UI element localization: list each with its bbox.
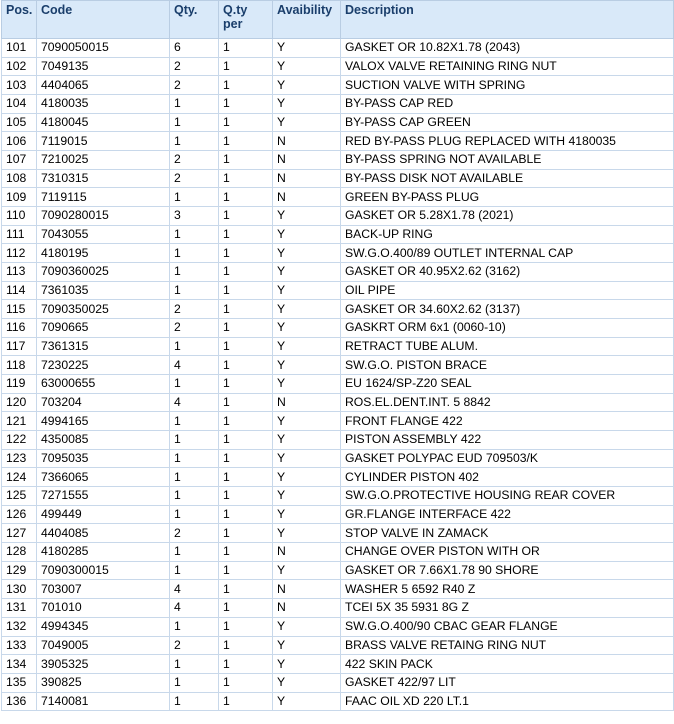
cell-qty-per: 1 [219, 281, 273, 300]
cell-availability: Y [273, 524, 341, 543]
cell-code: 7361035 [37, 281, 170, 300]
cell-qty-per: 1 [219, 599, 273, 618]
table-row [2, 76, 674, 95]
cell-qty: 1 [170, 281, 219, 300]
cell-qty: 2 [170, 300, 219, 319]
cell-description: STOP VALVE IN ZAMACK [341, 524, 674, 543]
cell-qty-per: 1 [219, 356, 273, 375]
cell-qty-per: 1 [219, 113, 273, 132]
cell-code: 7043055 [37, 225, 170, 244]
cell-description: SW.G.O.PROTECTIVE HOUSING REAR COVER [341, 487, 674, 506]
cell-pos: 126 [2, 505, 37, 524]
cell-qty-per: 1 [219, 692, 273, 711]
cell-qty-per: 1 [219, 524, 273, 543]
table-row [2, 655, 674, 674]
cell-qty: 2 [170, 151, 219, 170]
cell-description: CHANGE OVER PISTON WITH OR [341, 543, 674, 562]
cell-availability: N [273, 169, 341, 188]
cell-qty-per: 1 [219, 188, 273, 207]
cell-qty: 1 [170, 244, 219, 263]
cell-qty: 1 [170, 449, 219, 468]
cell-availability: Y [273, 655, 341, 674]
cell-qty-per: 1 [219, 57, 273, 76]
cell-pos: 105 [2, 113, 37, 132]
cell-pos: 132 [2, 617, 37, 636]
cell-code: 7090360025 [37, 263, 170, 282]
cell-description: RETRACT TUBE ALUM. [341, 337, 674, 356]
cell-pos: 117 [2, 337, 37, 356]
cell-description: WASHER 5 6592 R40 Z [341, 580, 674, 599]
cell-pos: 102 [2, 57, 37, 76]
cell-qty: 1 [170, 263, 219, 282]
cell-qty-per: 1 [219, 393, 273, 412]
cell-description: TCEI 5X 35 5931 8G Z [341, 599, 674, 618]
cell-code: 7140081 [37, 692, 170, 711]
cell-code: 7210025 [37, 151, 170, 170]
cell-qty-per: 1 [219, 449, 273, 468]
cell-availability: Y [273, 356, 341, 375]
cell-code: 4180045 [37, 113, 170, 132]
cell-qty: 1 [170, 487, 219, 506]
cell-qty-per: 1 [219, 95, 273, 114]
cell-pos: 136 [2, 692, 37, 711]
cell-qty-per: 1 [219, 263, 273, 282]
table-row [2, 263, 674, 282]
cell-description: SUCTION VALVE WITH SPRING [341, 76, 674, 95]
cell-pos: 107 [2, 151, 37, 170]
cell-pos: 133 [2, 636, 37, 655]
cell-qty-per: 1 [219, 580, 273, 599]
cell-qty: 1 [170, 95, 219, 114]
cell-qty-per: 1 [219, 468, 273, 487]
cell-pos: 110 [2, 207, 37, 226]
cell-availability: Y [273, 337, 341, 356]
cell-description: GASKET 422/97 LIT [341, 673, 674, 692]
cell-availability: N [273, 543, 341, 562]
table-row [2, 113, 674, 132]
cell-availability: Y [273, 412, 341, 431]
cell-code: 4994345 [37, 617, 170, 636]
cell-qty-per: 1 [219, 617, 273, 636]
cell-qty: 6 [170, 39, 219, 58]
cell-qty: 1 [170, 673, 219, 692]
table-row [2, 39, 674, 58]
cell-qty: 1 [170, 468, 219, 487]
cell-pos: 115 [2, 300, 37, 319]
cell-availability: N [273, 580, 341, 599]
cell-availability: Y [273, 281, 341, 300]
table-row [2, 132, 674, 151]
cell-qty-per: 1 [219, 300, 273, 319]
cell-description: GASKET POLYPAC EUD 709503/K [341, 449, 674, 468]
cell-qty: 1 [170, 337, 219, 356]
cell-code: 499449 [37, 505, 170, 524]
cell-availability: N [273, 599, 341, 618]
cell-pos: 113 [2, 263, 37, 282]
header-availability: Avaibility [273, 1, 341, 39]
cell-qty-per: 1 [219, 76, 273, 95]
cell-qty-per: 1 [219, 487, 273, 506]
cell-availability: Y [273, 39, 341, 58]
cell-availability: Y [273, 375, 341, 394]
cell-description: VALOX VALVE RETAINING RING NUT [341, 57, 674, 76]
cell-qty: 4 [170, 580, 219, 599]
header-qty-per: Q.ty per [219, 1, 273, 39]
cell-code: 703007 [37, 580, 170, 599]
cell-availability: Y [273, 431, 341, 450]
cell-qty: 1 [170, 412, 219, 431]
table-row [2, 188, 674, 207]
cell-description: BY-PASS DISK NOT AVAILABLE [341, 169, 674, 188]
cell-availability: Y [273, 636, 341, 655]
cell-code: 7090350025 [37, 300, 170, 319]
cell-availability: N [273, 132, 341, 151]
cell-description: RED BY-PASS PLUG REPLACED WITH 4180035 [341, 132, 674, 151]
table-row [2, 505, 674, 524]
cell-description: GASKET OR 34.60X2.62 (3137) [341, 300, 674, 319]
cell-qty: 4 [170, 356, 219, 375]
table-row [2, 692, 674, 711]
cell-description: FRONT FLANGE 422 [341, 412, 674, 431]
cell-description: ROS.EL.DENT.INT. 5 8842 [341, 393, 674, 412]
cell-qty-per: 1 [219, 319, 273, 338]
header-pos: Pos. [2, 1, 37, 39]
table-row [2, 599, 674, 618]
cell-description: GASKET OR 40.95X2.62 (3162) [341, 263, 674, 282]
cell-qty-per: 1 [219, 673, 273, 692]
cell-qty-per: 1 [219, 412, 273, 431]
cell-qty-per: 1 [219, 505, 273, 524]
cell-qty: 3 [170, 207, 219, 226]
cell-qty-per: 1 [219, 225, 273, 244]
cell-qty: 1 [170, 375, 219, 394]
cell-availability: Y [273, 300, 341, 319]
cell-description: EU 1624/SP-Z20 SEAL [341, 375, 674, 394]
table-header-row [2, 1, 674, 39]
cell-code: 3905325 [37, 655, 170, 674]
cell-description: PISTON ASSEMBLY 422 [341, 431, 674, 450]
cell-description: BACK-UP RING [341, 225, 674, 244]
table-row [2, 95, 674, 114]
cell-code: 7090280015 [37, 207, 170, 226]
cell-pos: 134 [2, 655, 37, 674]
cell-qty: 2 [170, 169, 219, 188]
cell-code: 7119015 [37, 132, 170, 151]
cell-qty-per: 1 [219, 431, 273, 450]
header-description: Description [341, 1, 674, 39]
cell-pos: 120 [2, 393, 37, 412]
table-row [2, 393, 674, 412]
cell-availability: Y [273, 692, 341, 711]
cell-code: 7310315 [37, 169, 170, 188]
cell-code: 390825 [37, 673, 170, 692]
cell-code: 4404065 [37, 76, 170, 95]
cell-description: GASKET OR 10.82X1.78 (2043) [341, 39, 674, 58]
cell-code: 7049005 [37, 636, 170, 655]
cell-code: 4404085 [37, 524, 170, 543]
table-row [2, 580, 674, 599]
cell-code: 7049135 [37, 57, 170, 76]
cell-code: 4180035 [37, 95, 170, 114]
header-code: Code [37, 1, 170, 39]
cell-qty: 1 [170, 655, 219, 674]
cell-availability: Y [273, 57, 341, 76]
cell-pos: 106 [2, 132, 37, 151]
cell-pos: 111 [2, 225, 37, 244]
cell-qty: 4 [170, 393, 219, 412]
cell-qty: 1 [170, 561, 219, 580]
cell-description: FAAC OIL XD 220 LT.1 [341, 692, 674, 711]
cell-pos: 128 [2, 543, 37, 562]
table-row [2, 449, 674, 468]
cell-description: BY-PASS SPRING NOT AVAILABLE [341, 151, 674, 170]
cell-pos: 118 [2, 356, 37, 375]
cell-availability: N [273, 188, 341, 207]
cell-description: SW.G.O.400/89 OUTLET INTERNAL CAP [341, 244, 674, 263]
cell-code: 7361315 [37, 337, 170, 356]
cell-availability: Y [273, 673, 341, 692]
cell-qty: 1 [170, 188, 219, 207]
cell-code: 4350085 [37, 431, 170, 450]
table-row [2, 356, 674, 375]
cell-qty-per: 1 [219, 39, 273, 58]
table-row [2, 319, 674, 338]
cell-qty-per: 1 [219, 244, 273, 263]
cell-availability: Y [273, 468, 341, 487]
cell-pos: 130 [2, 580, 37, 599]
cell-description: GASKET OR 5.28X1.78 (2021) [341, 207, 674, 226]
table-row [2, 300, 674, 319]
cell-description: OIL PIPE [341, 281, 674, 300]
cell-qty-per: 1 [219, 655, 273, 674]
cell-code: 7119115 [37, 188, 170, 207]
cell-code: 4994165 [37, 412, 170, 431]
table-row [2, 636, 674, 655]
cell-qty: 1 [170, 132, 219, 151]
table-row [2, 281, 674, 300]
cell-code: 7230225 [37, 356, 170, 375]
parts-table [1, 0, 674, 711]
cell-qty-per: 1 [219, 132, 273, 151]
cell-code: 701010 [37, 599, 170, 618]
cell-qty: 1 [170, 225, 219, 244]
cell-pos: 135 [2, 673, 37, 692]
cell-qty: 1 [170, 692, 219, 711]
cell-pos: 121 [2, 412, 37, 431]
cell-description: BY-PASS CAP RED [341, 95, 674, 114]
cell-availability: Y [273, 207, 341, 226]
table-row [2, 617, 674, 636]
cell-code: 7366065 [37, 468, 170, 487]
header-qty: Qty. [170, 1, 219, 39]
cell-description: GR.FLANGE INTERFACE 422 [341, 505, 674, 524]
cell-availability: Y [273, 263, 341, 282]
cell-availability: Y [273, 244, 341, 263]
cell-qty: 2 [170, 76, 219, 95]
cell-pos: 123 [2, 449, 37, 468]
table-body [2, 39, 674, 711]
table-row [2, 524, 674, 543]
cell-pos: 114 [2, 281, 37, 300]
cell-qty-per: 1 [219, 636, 273, 655]
table-row [2, 468, 674, 487]
cell-qty-per: 1 [219, 151, 273, 170]
cell-availability: Y [273, 617, 341, 636]
cell-qty: 1 [170, 113, 219, 132]
cell-description: SW.G.O.400/90 CBAC GEAR FLANGE [341, 617, 674, 636]
cell-qty: 2 [170, 57, 219, 76]
table-row [2, 57, 674, 76]
cell-pos: 124 [2, 468, 37, 487]
cell-code: 7090665 [37, 319, 170, 338]
cell-description: GASKRT ORM 6x1 (0060-10) [341, 319, 674, 338]
cell-description: CYLINDER PISTON 402 [341, 468, 674, 487]
cell-pos: 125 [2, 487, 37, 506]
cell-qty: 1 [170, 431, 219, 450]
cell-availability: Y [273, 505, 341, 524]
cell-description: GASKET OR 7.66X1.78 90 SHORE [341, 561, 674, 580]
cell-description: BRASS VALVE RETAING RING NUT [341, 636, 674, 655]
cell-availability: Y [273, 76, 341, 95]
table-row [2, 543, 674, 562]
cell-description: GREEN BY-PASS PLUG [341, 188, 674, 207]
table-row [2, 561, 674, 580]
cell-pos: 108 [2, 169, 37, 188]
cell-pos: 112 [2, 244, 37, 263]
cell-availability: Y [273, 561, 341, 580]
cell-qty-per: 1 [219, 543, 273, 562]
cell-description: BY-PASS CAP GREEN [341, 113, 674, 132]
cell-pos: 101 [2, 39, 37, 58]
cell-availability: Y [273, 113, 341, 132]
cell-code: 7095035 [37, 449, 170, 468]
cell-availability: N [273, 151, 341, 170]
table-row [2, 225, 674, 244]
table-row [2, 244, 674, 263]
table-row [2, 207, 674, 226]
cell-qty-per: 1 [219, 561, 273, 580]
cell-availability: Y [273, 487, 341, 506]
cell-qty: 2 [170, 524, 219, 543]
cell-qty: 1 [170, 617, 219, 636]
table-row [2, 337, 674, 356]
cell-pos: 127 [2, 524, 37, 543]
cell-pos: 104 [2, 95, 37, 114]
cell-pos: 103 [2, 76, 37, 95]
cell-qty: 2 [170, 636, 219, 655]
table-row [2, 431, 674, 450]
cell-availability: N [273, 393, 341, 412]
cell-code: 703204 [37, 393, 170, 412]
cell-qty-per: 1 [219, 375, 273, 394]
table-row [2, 487, 674, 506]
cell-pos: 122 [2, 431, 37, 450]
cell-availability: Y [273, 319, 341, 338]
cell-pos: 119 [2, 375, 37, 394]
cell-qty: 1 [170, 543, 219, 562]
table-row [2, 673, 674, 692]
cell-qty-per: 1 [219, 207, 273, 226]
cell-pos: 109 [2, 188, 37, 207]
cell-qty: 2 [170, 319, 219, 338]
cell-code: 7090300015 [37, 561, 170, 580]
table-row [2, 412, 674, 431]
cell-code: 63000655 [37, 375, 170, 394]
cell-code: 4180285 [37, 543, 170, 562]
table-row [2, 151, 674, 170]
cell-pos: 129 [2, 561, 37, 580]
cell-availability: Y [273, 225, 341, 244]
cell-pos: 131 [2, 599, 37, 618]
cell-availability: Y [273, 95, 341, 114]
cell-pos: 116 [2, 319, 37, 338]
cell-availability: Y [273, 449, 341, 468]
cell-code: 4180195 [37, 244, 170, 263]
cell-description: SW.G.O. PISTON BRACE [341, 356, 674, 375]
cell-description: 422 SKIN PACK [341, 655, 674, 674]
table-row [2, 375, 674, 394]
cell-code: 7090050015 [37, 39, 170, 58]
cell-qty: 4 [170, 599, 219, 618]
cell-qty-per: 1 [219, 337, 273, 356]
cell-code: 7271555 [37, 487, 170, 506]
table-row [2, 169, 674, 188]
cell-qty-per: 1 [219, 169, 273, 188]
cell-qty: 1 [170, 505, 219, 524]
